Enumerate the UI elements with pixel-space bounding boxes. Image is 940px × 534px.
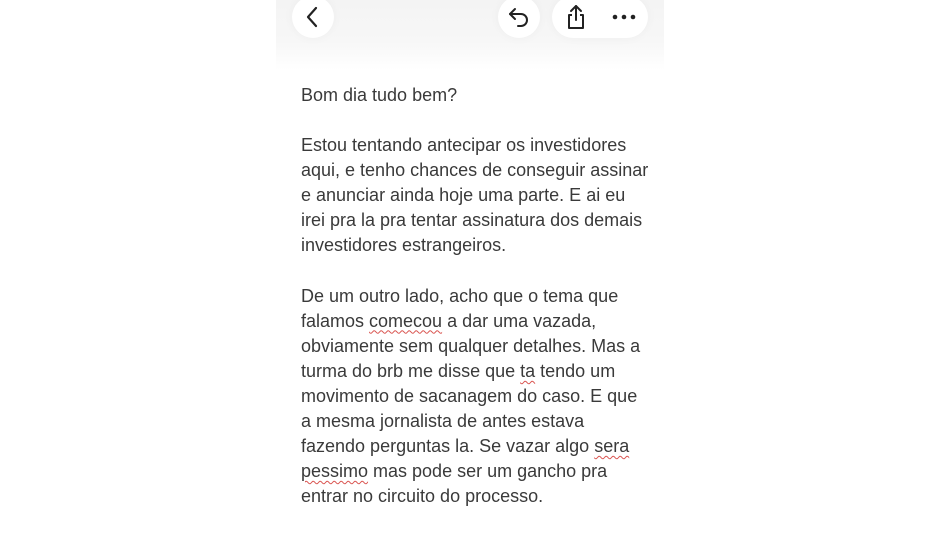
reply-icon: [507, 6, 531, 28]
ellipsis-icon: [612, 14, 636, 20]
text-span: De um outro lado, acho que o tema que falamos: [301, 285, 619, 331]
text-span: a dar uma vazada, obviamente sem qualquer detalhes. Mas a turma do brb me disse que: [301, 310, 641, 381]
greeting-text: Bom dia tudo bem?: [301, 85, 458, 105]
text-span: mas pode ser um gancho pra entrar no circuito do processo.: [301, 461, 608, 507]
share-icon: [565, 4, 587, 30]
misspelled-word[interactable]: ta: [520, 360, 536, 381]
paragraph-2: [301, 284, 651, 510]
reply-button[interactable]: [498, 0, 540, 38]
misspelled-word[interactable]: pessimo: [301, 461, 369, 482]
back-button[interactable]: [292, 0, 334, 38]
misspelled-word[interactable]: sera: [594, 436, 630, 457]
paragraph-1: Estou tentando antecipar os investidores aqui, e tenho chances de conseguir assinar e anunciar ainda hoje uma parte. E ai eu irei pra la pra tentar assinatura dos demais investidores estrangeiros.: [301, 135, 649, 256]
misspelled-word[interactable]: comecou: [369, 310, 443, 331]
share-button[interactable]: [552, 0, 600, 38]
message-screen: [276, 0, 664, 507]
more-button[interactable]: [600, 0, 648, 38]
text-span: tendo um movimento de sacanagem do caso. E que a mesma jornalista de antes estava fazendo perguntas la. Se vazar algo: [301, 360, 638, 457]
top-toolbar: [276, 0, 664, 70]
message-body: [301, 83, 651, 534]
actions-group: [552, 0, 648, 38]
chevron-left-icon: [305, 6, 321, 28]
